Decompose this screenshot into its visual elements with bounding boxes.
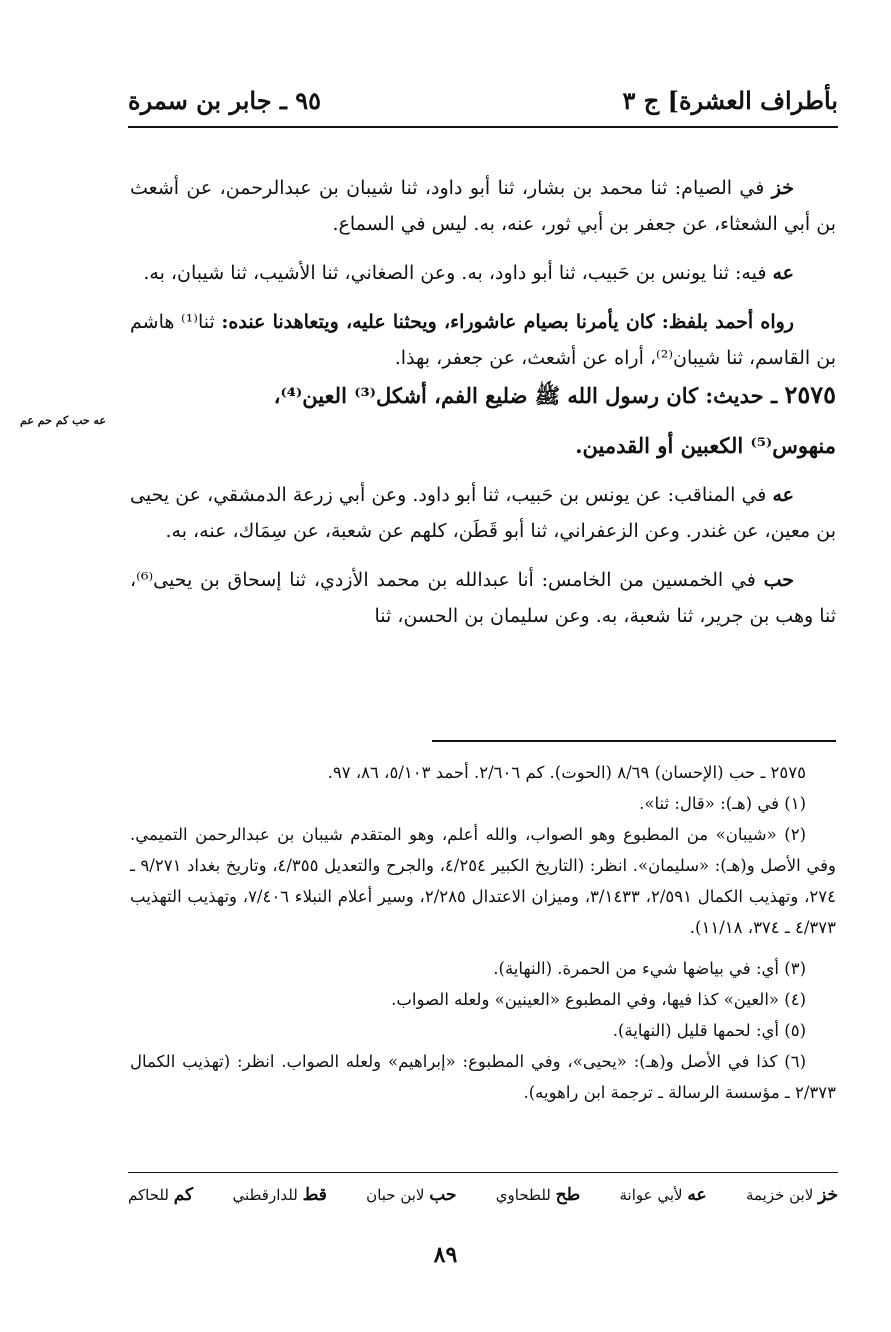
legend-item — [496, 1185, 580, 1205]
footnote-6: (٦) كذا في الأصل و(هـ): «يحيى»، وفي المطبوع: «إبراهيم» ولعله الصواب. انظر: (تهذيب الكمال ٢/٣٧٣ ـ مؤسسة الرسالة ـ ترجمة ابن راهويه). — [130, 1052, 836, 1102]
source-abbr: حب — [763, 569, 794, 591]
legend-item — [620, 1185, 707, 1205]
hadith-text-line-1: ـ حديث: كان رسول الله ﷺ ضليع الفم، أشكل⁽³⁾ العين⁽⁴⁾، — [273, 383, 785, 408]
paragraph-khuzaymah — [130, 170, 836, 242]
paragraph-text: في الخمسين من الخامس: أنا عبدالله بن محمد الأزدي، ثنا إسحاق بن يحيى⁽⁶⁾، ثنا وهب بن جرير، ثنا شعبة، به. وعن سليمان بن الحسن، ثنا — [130, 569, 836, 627]
header-book-title: بأطراف العشرة] ج ٣ — [622, 85, 838, 115]
legend-item — [366, 1185, 456, 1205]
legend-item — [232, 1185, 326, 1205]
header-chapter-title: ٩٥ ـ جابر بن سمرة — [128, 85, 322, 115]
legend-abbr: قط — [302, 1185, 327, 1205]
paragraph-awanah — [130, 255, 836, 291]
paragraph-ahmad — [130, 304, 836, 376]
legend-abbr: خز — [818, 1185, 838, 1205]
legend-rule — [128, 1172, 838, 1173]
footnote-1: (١) في (هـ): «قال: ثنا». — [639, 794, 806, 813]
legend-name: لأبي عوانة — [619, 1186, 683, 1204]
footnote-2: (٢) «شيبان» من المطبوع وهو الصواب، والله أعلم، وهو المتقدم شيبان بن عبدالرحمن التميمي. وفي الأصل و(هـ): «سليمان». انظر: (التاريخ الكبير ٤/٢٥٤، والجرح والتعديل ٤/٣٥٥، وتاريخ بغداد ٩/٢٧١ ـ ٢٧٤، وتهذيب الكمال ٢/٥٩١، ٣/١٤٣٣، وميزان الاعتدال ٢/٢٨٥، وسير أعلام النبلاء ٧/٤٠٦، وتهذيب التهذيب ٤/٣٧٣ ـ ٣٧٤، ١١/١٨). — [130, 825, 836, 937]
running-header — [128, 80, 838, 120]
source-abbr: عه — [772, 262, 794, 284]
footnote-4: (٤) «العين» كذا فيها، وفي المطبوع «العينين» ولعله الصواب. — [391, 990, 806, 1009]
legend-abbr: عه — [687, 1185, 707, 1205]
paragraph-hibban — [130, 562, 836, 634]
paragraph-text: في الصيام: ثنا محمد بن بشار، ثنا أبو داود، ثنا شيبان بن عبدالرحمن، عن أشعث بن أبي الشعثاء، عن جعفر بن أبي ثور، عنه، به. ليس في السماع. — [130, 177, 836, 235]
legend-name: لابن خزيمة — [745, 1186, 814, 1204]
abbreviation-legend — [128, 1185, 838, 1205]
legend-item — [746, 1185, 838, 1205]
paragraph-text: ثنا⁽¹⁾ هاشم بن القاسم، ثنا شيبان⁽²⁾، أراه عن أشعث، عن جعفر، بهذا. — [130, 311, 836, 369]
footnote-5: (٥) أي: لحمها قليل (النهاية). — [612, 1021, 806, 1040]
footnote-3: (٣) أي: في بياضها شيء من الحمرة. (النهاية). — [493, 959, 806, 978]
footnote-separator — [432, 740, 836, 742]
legend-item — [128, 1185, 193, 1205]
header-rule — [128, 126, 838, 128]
footnote-hadith-sources: ٢٥٧٥ ـ حب (الإحسان) ٨/٦٩ (الحوت). كم ٢/٦٠٦. أحمد ٥/١٠٣، ٨٦، ٩٧. — [327, 763, 806, 782]
legend-abbr: طح — [555, 1185, 581, 1205]
hadith-text-line-2: منهوس⁽⁵⁾ الكعبين أو القدمين. — [575, 433, 836, 458]
main-text — [20, 170, 836, 647]
legend-name: للحاكم — [128, 1186, 169, 1204]
paragraph-text: في المناقب: عن يونس بن حَبيب، ثنا أبو داود. وعن أبي زرعة الدمشقي، عن يحيى بن معين، عن غندر. وعن الزعفراني، ثنا أبو قَطَن، كلهم عن شعبة، عن سِمَاك، عنه، به. — [130, 484, 836, 542]
legend-name: لابن حبان — [366, 1186, 425, 1204]
legend-abbr: كم — [173, 1185, 194, 1205]
source-abbr: خز — [771, 177, 794, 199]
legend-name: للطحاوي — [495, 1186, 551, 1204]
hadith-number: ٢٥٧٥ — [784, 380, 836, 409]
legend-abbr: حب — [429, 1185, 457, 1205]
source-abbr: عه — [772, 484, 794, 506]
legend-name: للدارقطني — [232, 1186, 298, 1204]
paragraph-manaqib — [130, 477, 836, 549]
paragraph-text: فيه: ثنا يونس بن حَبيب، ثنا أبو داود، به. وعن الصغاني، ثنا الأشيب، ثنا شيبان، به. — [143, 262, 773, 284]
hadith-heading: ٢٥٧٥ ـ حديث: كان رسول الله ﷺ ضليع الفم، أشكل⁽³⁾ العين⁽⁴⁾، عه حب كم حم عم منهوس⁽⁵⁾ الكعبين أو القدمين. — [20, 380, 836, 458]
footnotes — [130, 757, 836, 1108]
page-number: ٨٩ — [433, 1242, 458, 1268]
ahmad-narration: رواه أحمد بلفظ: كان يأمرنا بصيام عاشوراء، ويحثنا عليه، ويتعاهدنا عنده: — [221, 311, 794, 333]
